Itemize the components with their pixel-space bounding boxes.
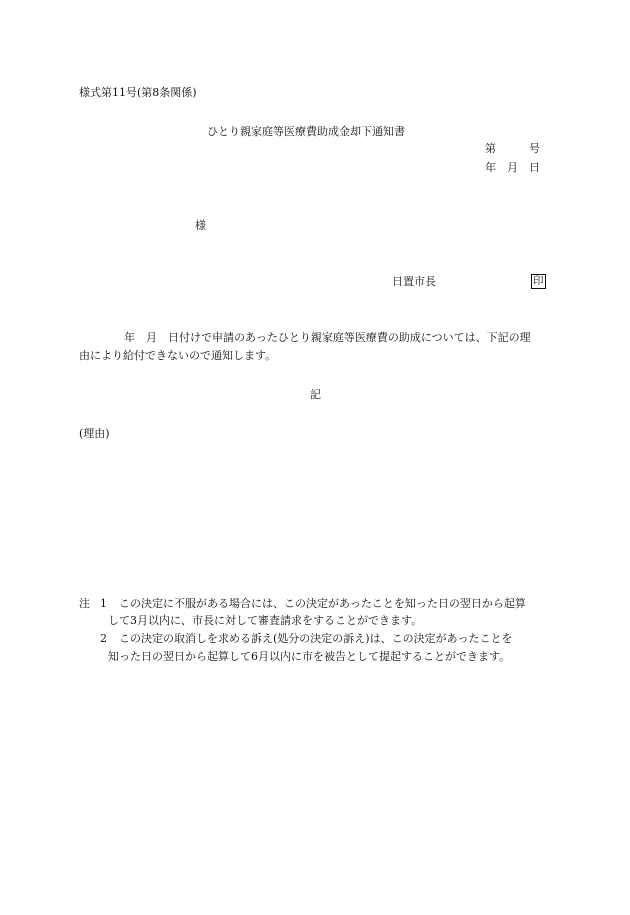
body-text-line-2: 由により給付できないので通知します。 bbox=[79, 349, 277, 362]
note-item-text-line-2: 知った日の翌日から起算して6月以内に市を被告として提起することができます。 bbox=[108, 650, 511, 663]
note-item-text-line-1: この決定に不服がある場合には、この決定があったことを知った日の翌日から起算 bbox=[119, 597, 526, 610]
note-item-text-line-1: この決定の取消しを求める訴え(処分の決定の訴え)は、この決定があったことを bbox=[119, 632, 513, 645]
issuer-name: 日置市長 bbox=[392, 275, 436, 288]
addressee-honorific: 様 bbox=[195, 219, 206, 232]
form-number: 様式第11号(第8条関係) bbox=[79, 86, 197, 99]
document-number: 第 号 bbox=[485, 142, 540, 155]
notes-label: 注 bbox=[79, 597, 90, 610]
document-title: ひとり親家庭等医療費助成金却下通知書 bbox=[207, 125, 405, 138]
reason-label: (理由) bbox=[79, 427, 110, 440]
seal-mark: 印 bbox=[533, 275, 544, 287]
document-date: 年 月 日 bbox=[485, 161, 540, 174]
note-item-number: 2 bbox=[100, 632, 107, 645]
note-item-text-line-2: して3月以内に、市長に対して審査請求をすることができます。 bbox=[108, 614, 423, 627]
body-text-line-1: 年 月 日付けで申請のあったひとり親家庭等医療費の助成については、下記の理 bbox=[124, 331, 531, 344]
note-item-number: 1 bbox=[100, 597, 107, 610]
ki-heading: 記 bbox=[310, 388, 321, 401]
